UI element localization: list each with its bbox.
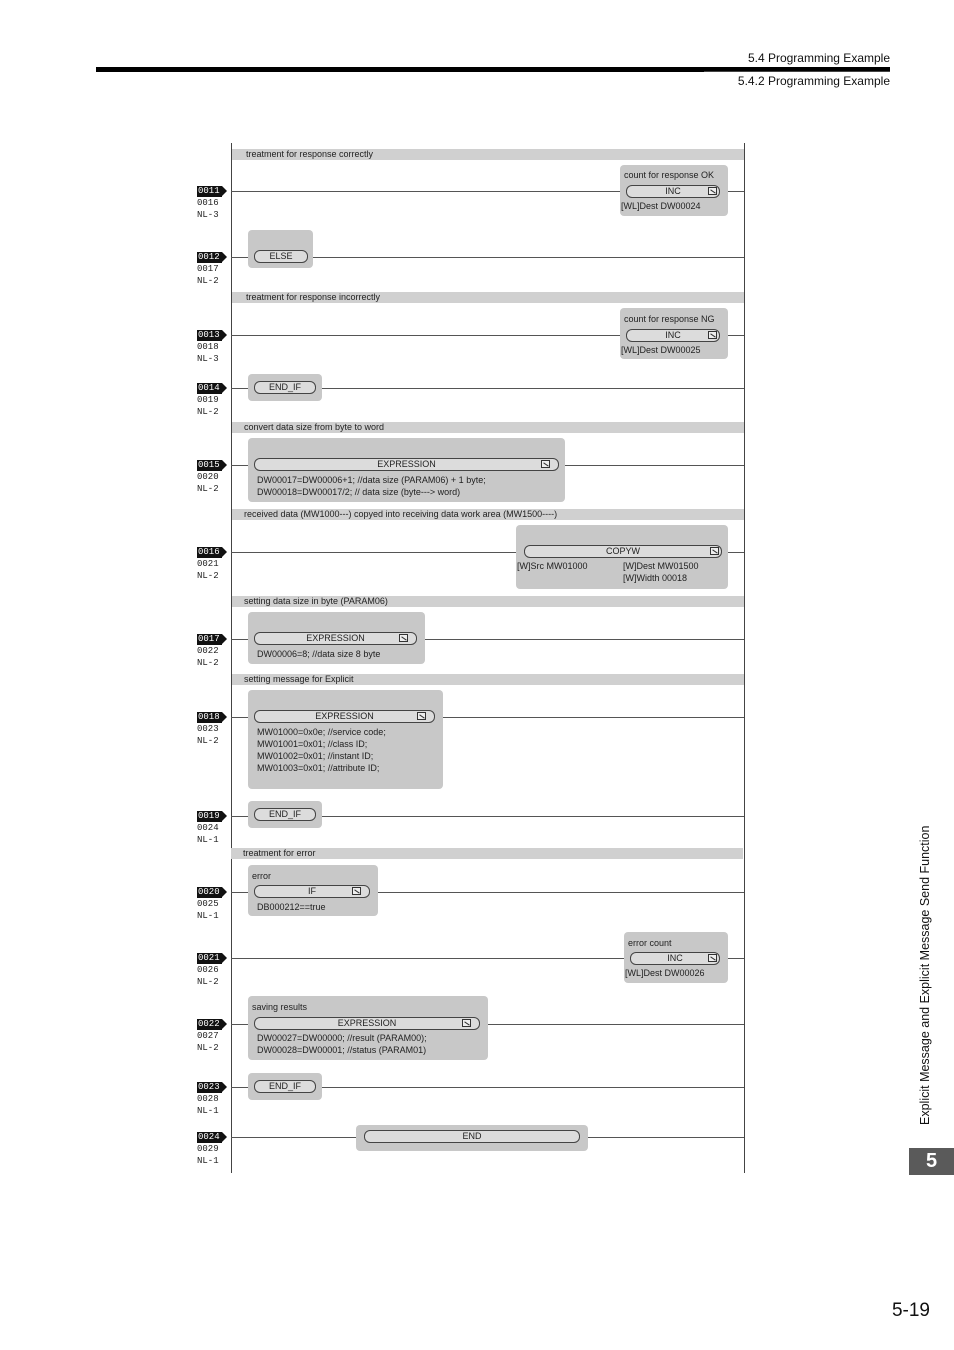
inc-block[interactable]	[620, 308, 728, 359]
endif-instruction[interactable]	[254, 1080, 316, 1093]
block-operand: [W]Dest MW01500	[623, 561, 699, 571]
page-number: 5-19	[891, 1300, 930, 1321]
rung-number-tag[interactable]: 0019	[197, 811, 222, 822]
comment-band: setting message for Explicit	[232, 674, 744, 685]
rung-line-number: 0027	[197, 1031, 219, 1041]
rung-number-tag[interactable]: 0023	[197, 1082, 222, 1093]
rung-number-tag[interactable]: 0024	[197, 1132, 222, 1143]
block-operand: [WL]Dest DW00026	[625, 968, 705, 978]
copyw-block[interactable]	[516, 525, 728, 589]
instruction-detail-icon[interactable]	[462, 1019, 471, 1027]
instruction-detail-icon[interactable]	[352, 887, 361, 895]
rung-line-number: 0019	[197, 395, 219, 405]
rung-line-number: 0024	[197, 823, 219, 833]
expression-instruction[interactable]	[254, 458, 559, 471]
rung-number-tag[interactable]: 0014	[197, 383, 222, 394]
rung-nest-level: NL-2	[197, 658, 219, 668]
block-operand: [W]Width 00018	[623, 573, 688, 583]
comment-band: treatment for error	[231, 848, 743, 859]
instruction-name: END_IF	[268, 382, 301, 392]
instruction-name: EXPRESSION	[377, 459, 436, 469]
rung-line-number: 0020	[197, 472, 219, 482]
rung-number-tag[interactable]: 0022	[197, 1019, 222, 1030]
instruction-name: END_IF	[268, 1081, 301, 1091]
comment-band: treatment for response incorrectly	[232, 292, 744, 303]
instruction-name: COPYW	[605, 546, 640, 556]
instruction-detail-icon[interactable]	[708, 187, 717, 195]
comment-band: received data (MW1000---) copyed into receiving data work area (MW1500----)	[232, 509, 744, 520]
rung-nest-level: NL-1	[197, 911, 219, 921]
rung-nest-level: NL-2	[197, 736, 219, 746]
rung-line-number: 0017	[197, 264, 219, 274]
rung-number-tag[interactable]: 0011	[197, 186, 222, 197]
instruction-name: EXPRESSION	[315, 711, 374, 721]
rung-line-number: 0016	[197, 198, 219, 208]
else-instruction[interactable]	[254, 250, 308, 263]
expression-line: DW00006=8; //data size 8 byte	[257, 649, 381, 659]
rung-nest-level: NL-1	[197, 835, 219, 845]
inc-block[interactable]	[624, 932, 728, 983]
instruction-detail-icon[interactable]	[541, 460, 550, 468]
block-operand: DB000212==true	[257, 902, 326, 912]
block-caption: count for response OK	[624, 170, 715, 180]
rung-nest-level: NL-2	[197, 571, 219, 581]
instruction-detail-icon[interactable]	[708, 954, 717, 962]
instruction-name: EXPRESSION	[306, 633, 365, 643]
expression-instruction[interactable]	[254, 632, 417, 645]
expression-block[interactable]	[248, 612, 425, 664]
instruction-name: ELSE	[269, 251, 293, 261]
inc-instruction[interactable]	[626, 329, 720, 342]
block-operand: [W]Src MW01000	[517, 561, 588, 571]
rung-number-tag[interactable]: 0021	[197, 953, 222, 964]
rung-number-tag[interactable]: 0013	[197, 330, 222, 341]
rung-nest-level: NL-2	[197, 276, 219, 286]
rung-nest-level: NL-2	[197, 1043, 219, 1053]
instruction-name: END_IF	[268, 809, 301, 819]
expression-line: MW01002=0x01; //instant ID;	[257, 751, 374, 761]
block-operand: [WL]Dest DW00025	[621, 345, 701, 355]
rung-nest-level: NL-2	[197, 977, 219, 987]
block-caption: error count	[628, 938, 672, 948]
rung-number-tag[interactable]: 0020	[197, 887, 222, 898]
end-block[interactable]	[356, 1125, 588, 1151]
rung-line-number: 0021	[197, 559, 219, 569]
rung-line-number: 0018	[197, 342, 219, 352]
rung-line-number: 0025	[197, 899, 219, 909]
expression-instruction[interactable]	[254, 1017, 480, 1030]
expression-line: DW00018=DW00017/2; // data size (byte---> word)	[257, 487, 461, 497]
if-block[interactable]	[248, 865, 378, 916]
rung-number-tag[interactable]: 0017	[197, 634, 222, 645]
expression-instruction[interactable]	[254, 710, 435, 723]
block-operand: [WL]Dest DW00024	[621, 201, 701, 211]
header-section: 5.4 Programming Example	[747, 51, 890, 65]
instruction-name: IF	[308, 886, 316, 896]
instruction-name: INC	[665, 186, 681, 196]
expression-line: MW01003=0x01; //attribute ID;	[257, 763, 380, 773]
inc-instruction[interactable]	[626, 185, 720, 198]
block-caption: saving results	[252, 1002, 308, 1012]
inc-instruction[interactable]	[630, 952, 720, 965]
rung-nest-level: NL-1	[197, 1156, 219, 1166]
else-block[interactable]	[248, 230, 313, 268]
expression-block[interactable]	[248, 690, 443, 789]
expression-block[interactable]	[248, 438, 565, 502]
instruction-detail-icon[interactable]	[399, 634, 408, 642]
expression-line: DW00027=DW00000; //result (PARAM00);	[257, 1033, 427, 1043]
rung-number-tag[interactable]: 0012	[197, 252, 222, 263]
instruction-detail-icon[interactable]	[710, 547, 719, 555]
rung-line-number: 0029	[197, 1144, 219, 1154]
right-power-rail	[744, 143, 745, 1173]
instruction-name: INC	[667, 953, 683, 963]
rung-line-number: 0026	[197, 965, 219, 975]
header-subsection: 5.4.2 Programming Example	[737, 74, 890, 88]
rung-number-tag[interactable]: 0016	[197, 547, 222, 558]
rung-line-number: 0022	[197, 646, 219, 656]
ladder-diagram	[196, 143, 748, 1173]
expression-block[interactable]	[248, 996, 488, 1060]
expression-line: MW01001=0x01; //class ID;	[257, 739, 368, 749]
endif-instruction[interactable]	[254, 381, 316, 394]
rung-line-number: 0028	[197, 1094, 219, 1104]
end-instruction[interactable]	[364, 1130, 580, 1143]
rung-number-tag[interactable]: 0018	[197, 712, 222, 723]
rung-line-number: 0023	[197, 724, 219, 734]
block-caption: count for response NG	[624, 314, 715, 324]
chapter-tab: 5	[909, 1148, 954, 1175]
comment-band: treatment for response correctly	[232, 149, 744, 160]
instruction-name: INC	[665, 330, 681, 340]
instruction-name: END	[462, 1131, 482, 1141]
copyw-instruction[interactable]	[524, 545, 722, 558]
rung-nest-level: NL-2	[197, 484, 219, 494]
comment-band: convert data size from byte to word	[232, 422, 744, 433]
header-thin-rule	[704, 71, 890, 72]
inc-block[interactable]	[620, 165, 728, 216]
expression-line: DW00028=DW00001; //status (PARAM01)	[257, 1045, 427, 1055]
endif-block[interactable]	[248, 1073, 322, 1100]
side-vertical-title: Explicit Message and Explicit Message Send Function	[918, 825, 932, 1125]
rung-nest-level: NL-3	[197, 210, 219, 220]
comment-band: setting data size in byte (PARAM06)	[232, 596, 744, 607]
endif-block[interactable]	[248, 374, 322, 401]
rung-nest-level: NL-2	[197, 407, 219, 417]
rung-nest-level: NL-1	[197, 1106, 219, 1116]
expression-line: DW00017=DW00006+1; //data size (PARAM06) + 1 byte;	[257, 475, 486, 485]
instruction-name: EXPRESSION	[337, 1018, 397, 1028]
if-instruction[interactable]	[254, 885, 370, 898]
instruction-detail-icon[interactable]	[708, 331, 717, 339]
endif-instruction[interactable]	[254, 808, 316, 821]
block-caption: error	[252, 871, 272, 881]
expression-line: MW01000=0x0e; //service code;	[257, 727, 386, 737]
rung-nest-level: NL-3	[197, 354, 219, 364]
instruction-detail-icon[interactable]	[417, 712, 426, 720]
endif-block[interactable]	[248, 801, 322, 828]
rung-number-tag[interactable]: 0015	[197, 460, 222, 471]
